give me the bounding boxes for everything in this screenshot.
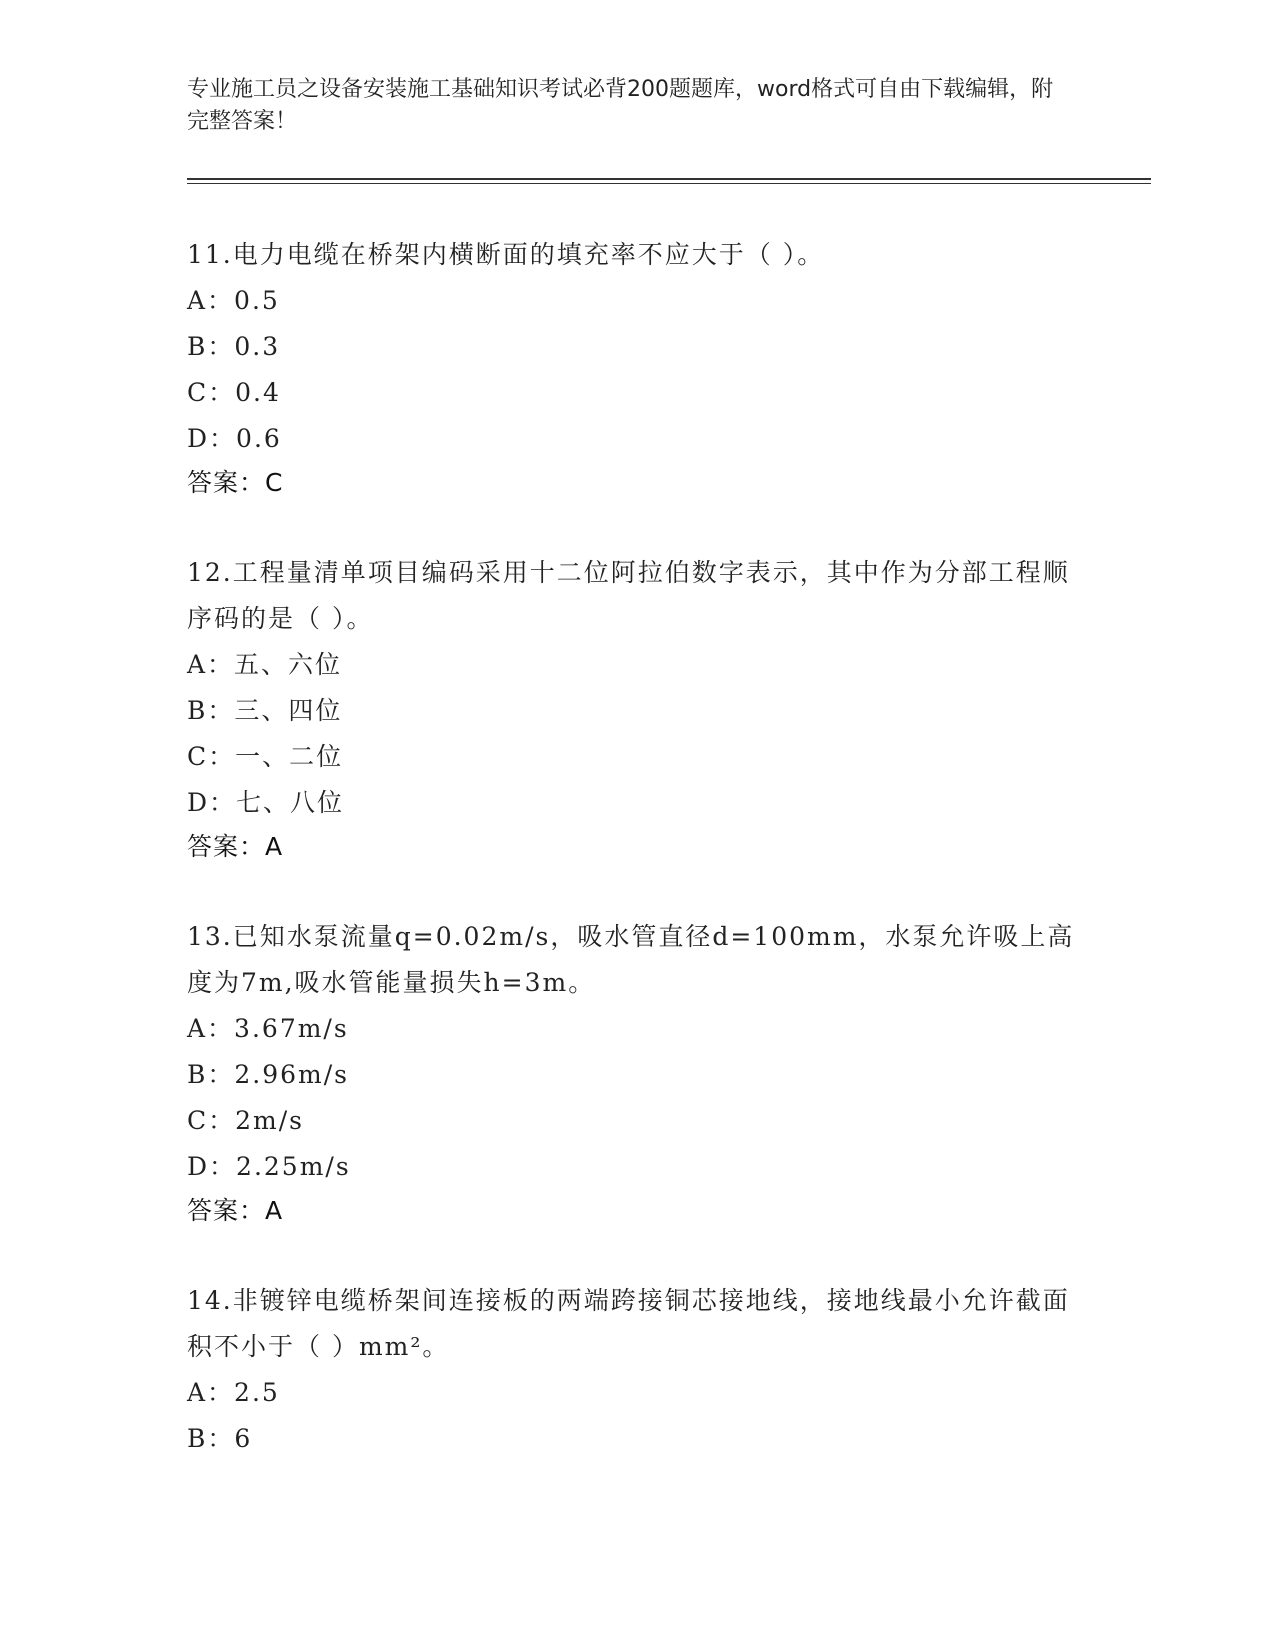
question-stem: 13.已知水泵流量q=0.02m/s，吸水管直径d=100mm，水泵允许吸上高度为7m,吸水管能量损失h=3m。 xyxy=(187,922,1075,997)
option-d: D：2.25m/s xyxy=(187,1152,351,1181)
document-header: 专业施工员之设备安装施工基础知识考试必背200题题库，word格式可自由下载编辑，附完整答案！ xyxy=(187,77,1054,134)
question-13 xyxy=(187,914,1087,1232)
option-c: C：一、二位 xyxy=(187,742,344,771)
question-11 xyxy=(187,232,1087,504)
option-c: C：0.4 xyxy=(187,378,281,407)
question-12 xyxy=(187,550,1087,868)
question-stem: 12.工程量清单项目编码采用十二位阿拉伯数字表示，其中作为分部工程顺序码的是（ ）。 xyxy=(187,558,1070,633)
option-b: B：2.96m/s xyxy=(187,1060,349,1089)
question-stem: 11.电力电缆在桥架内横断面的填充率不应大于（ ）。 xyxy=(187,240,825,269)
option-a: A：五、六位 xyxy=(187,650,343,679)
option-a: A：0.5 xyxy=(187,286,280,315)
option-d: D：0.6 xyxy=(187,424,282,453)
question-14 xyxy=(187,1278,1087,1462)
answer-line: 答案：A xyxy=(187,832,284,861)
option-a: A：3.67m/s xyxy=(187,1014,349,1043)
answer-line: 答案：A xyxy=(187,1196,284,1225)
option-c: C：2m/s xyxy=(187,1106,304,1135)
answer-line: 答案：C xyxy=(187,468,284,497)
header-divider xyxy=(187,178,1151,180)
option-b: B：0.3 xyxy=(187,332,281,361)
question-stem: 14.非镀锌电缆桥架间连接板的两端跨接铜芯接地线，接地线最小允许截面积不小于（ ）mm²。 xyxy=(187,1286,1070,1361)
option-a: A：2.5 xyxy=(187,1378,280,1407)
option-b: B：三、四位 xyxy=(187,696,343,725)
header-divider-thin xyxy=(187,183,1151,184)
option-b: B：6 xyxy=(187,1424,253,1453)
question-list xyxy=(187,232,1087,1508)
option-d: D：七、八位 xyxy=(187,788,345,817)
